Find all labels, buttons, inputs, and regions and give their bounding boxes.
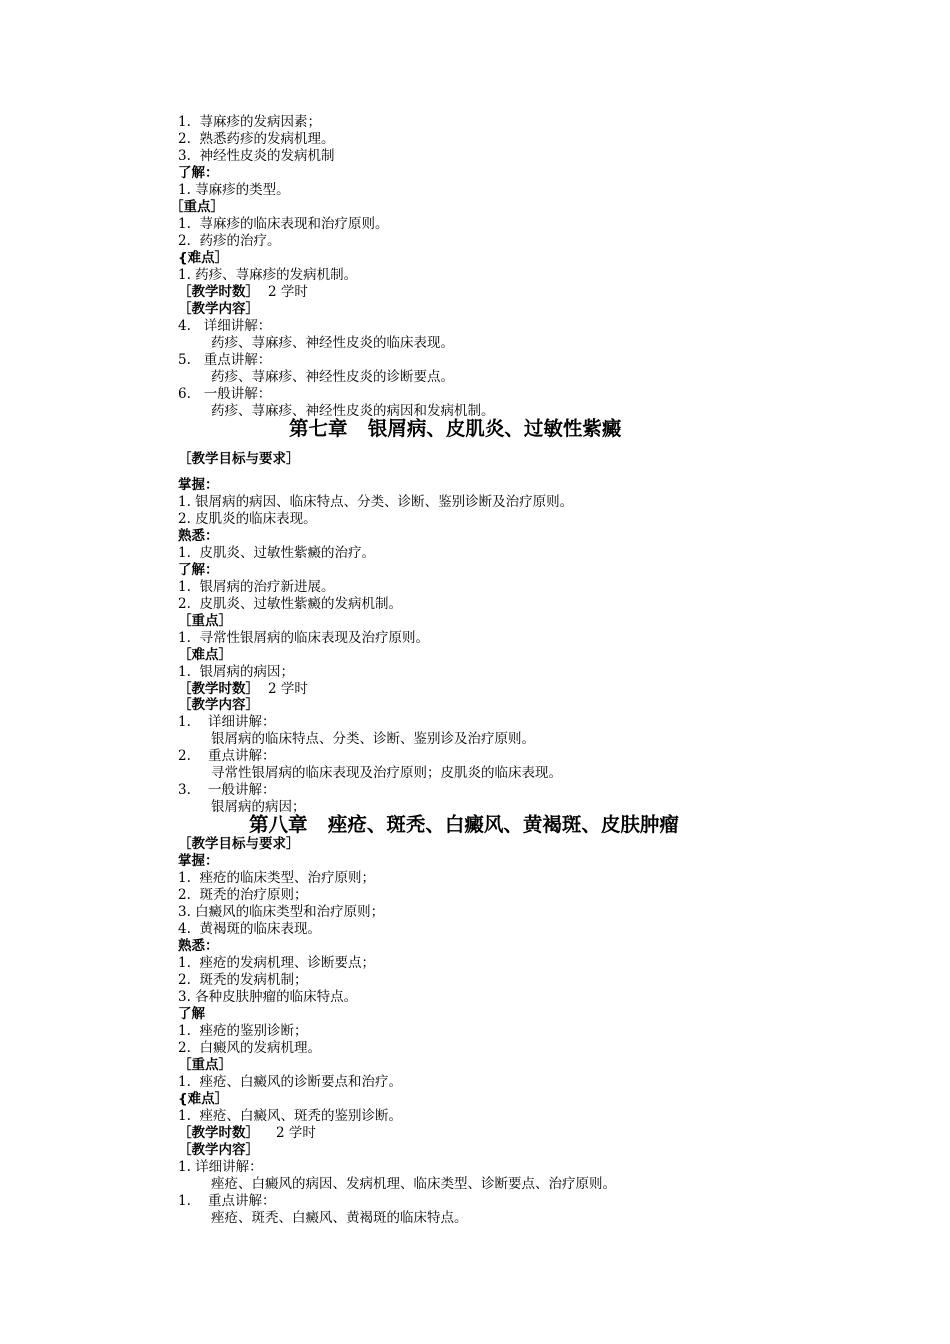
text-line: 1. 荨麻疹的发病因素； xyxy=(178,114,321,130)
section-label: ［教学内容］ xyxy=(178,697,259,713)
text-line: 3. 白癜风的临床类型和治疗原则； xyxy=(178,904,385,920)
section-label: 了解： xyxy=(178,562,219,578)
section-label: ［教学时数］ xyxy=(178,284,259,300)
text-line: 2 学时 xyxy=(268,284,308,300)
text-line: 痤疮、斑秃、白癜风、黄褐斑的临床特点。 xyxy=(211,1210,468,1226)
text-line: 2. 熟悉药疹的发病机理。 xyxy=(178,131,335,147)
section-label: {难点］ xyxy=(178,250,229,266)
section-label: 熟悉： xyxy=(178,938,219,954)
text-line: 2. 皮肌炎、过敏性紫癜的发病机制。 xyxy=(178,596,402,612)
chapter-heading: 第七章 银屑病、皮肌炎、过敏性紫癜 xyxy=(289,417,622,440)
section-label: 掌握： xyxy=(178,477,219,493)
text-line: 2 学时 xyxy=(276,1125,316,1141)
text-line: 1. 寻常性银屑病的临床表现及治疗原则。 xyxy=(178,630,429,646)
text-line: 5. 重点讲解： xyxy=(178,352,272,368)
text-line: 药疹、荨麻疹、神经性皮炎的病因和发病机制。 xyxy=(211,403,495,419)
section-label: ［难点］ xyxy=(178,647,232,663)
section-label: ［教学目标与要求］ xyxy=(178,451,300,467)
section-label: 了解： xyxy=(178,165,219,181)
text-line: 1. 银屑病的病因、临床特点、分类、诊断、鉴别诊断及治疗原则。 xyxy=(178,494,574,510)
text-line: 银屑病的病因； xyxy=(211,799,306,815)
text-line: 寻常性银屑病的临床表现及治疗原则；皮肌炎的临床表现。 xyxy=(211,765,562,781)
text-line: 1. 银屑病的病因； xyxy=(178,664,294,680)
text-line: 2. 斑秃的发病机制； xyxy=(178,972,308,988)
text-line: 1. 痤疮、白癜风、斑秃的鉴别诊断。 xyxy=(178,1108,402,1124)
text-line: 药疹、荨麻疹、神经性皮炎的临床表现。 xyxy=(211,335,454,351)
text-line: 2. 重点讲解： xyxy=(178,748,276,764)
section-label: ［教学目标与要求］ xyxy=(178,836,300,852)
text-line: 1. 详细讲解： xyxy=(178,1159,263,1175)
section-label: 了解 xyxy=(178,1006,205,1022)
section-label: ［教学时数］ xyxy=(178,681,259,697)
text-line: 2. 白癜风的发病机理。 xyxy=(178,1040,321,1056)
text-line: 4. 详细讲解： xyxy=(178,318,272,334)
chapter-heading: 第八章 痤疮、斑秃、白癜风、黄褐斑、皮肤肿瘤 xyxy=(249,813,679,836)
text-line: 1. 银屑病的治疗新进展。 xyxy=(178,579,335,595)
section-label: ［重点］ xyxy=(170,199,224,215)
section-label: {难点］ xyxy=(178,1091,229,1107)
text-line: 1. 痤疮的发病机理、诊断要点； xyxy=(178,955,375,971)
section-label: ［重点］ xyxy=(178,1057,232,1073)
text-line: 2. 皮肌炎的临床表现。 xyxy=(178,511,317,527)
text-line: 4. 黄褐斑的临床表现。 xyxy=(178,921,321,937)
text-line: 3. 一般讲解： xyxy=(178,782,276,798)
text-line: 1. 痤疮的临床类型、治疗原则； xyxy=(178,870,375,886)
section-label: 掌握： xyxy=(178,853,219,869)
text-line: 2. 斑秃的治疗原则； xyxy=(178,887,308,903)
section-label: ［教学内容］ xyxy=(178,301,259,317)
text-line: 2. 药疹的治疗。 xyxy=(178,233,281,249)
text-line: 1. 荨麻疹的临床表现和治疗原则。 xyxy=(178,216,389,232)
text-line: 1. 皮肌炎、过敏性紫癜的治疗。 xyxy=(178,545,375,561)
section-label: 熟悉： xyxy=(178,528,219,544)
text-line: 6. 一般讲解： xyxy=(178,386,272,402)
section-label: ［重点］ xyxy=(178,613,232,629)
text-line: 3. 各种皮肤肿瘤的临床特点。 xyxy=(178,989,358,1005)
text-line: 药疹、荨麻疹、神经性皮炎的诊断要点。 xyxy=(211,369,454,385)
section-label: ［教学内容］ xyxy=(178,1142,259,1158)
text-line: 1. 详细讲解： xyxy=(178,714,276,730)
text-line: 1. 痤疮的鉴别诊断； xyxy=(178,1023,308,1039)
text-line: 1. 痤疮、白癜风的诊断要点和治疗。 xyxy=(178,1074,402,1090)
text-line: 3. 神经性皮炎的发病机制 xyxy=(178,148,335,164)
text-line: 1. 重点讲解： xyxy=(178,1193,276,1209)
section-label: ［教学时数］ xyxy=(178,1125,259,1141)
text-line: 2 学时 xyxy=(268,681,308,697)
text-line: 银屑病的临床特点、分类、诊断、鉴别诊及治疗原则。 xyxy=(211,731,535,747)
text-line: 1. 荨麻疹的类型。 xyxy=(178,182,290,198)
text-line: 痤疮、白癜风的病因、发病机理、临床类型、诊断要点、治疗原则。 xyxy=(211,1176,616,1192)
text-line: 1. 药疹、荨麻疹的发病机制。 xyxy=(178,267,358,283)
